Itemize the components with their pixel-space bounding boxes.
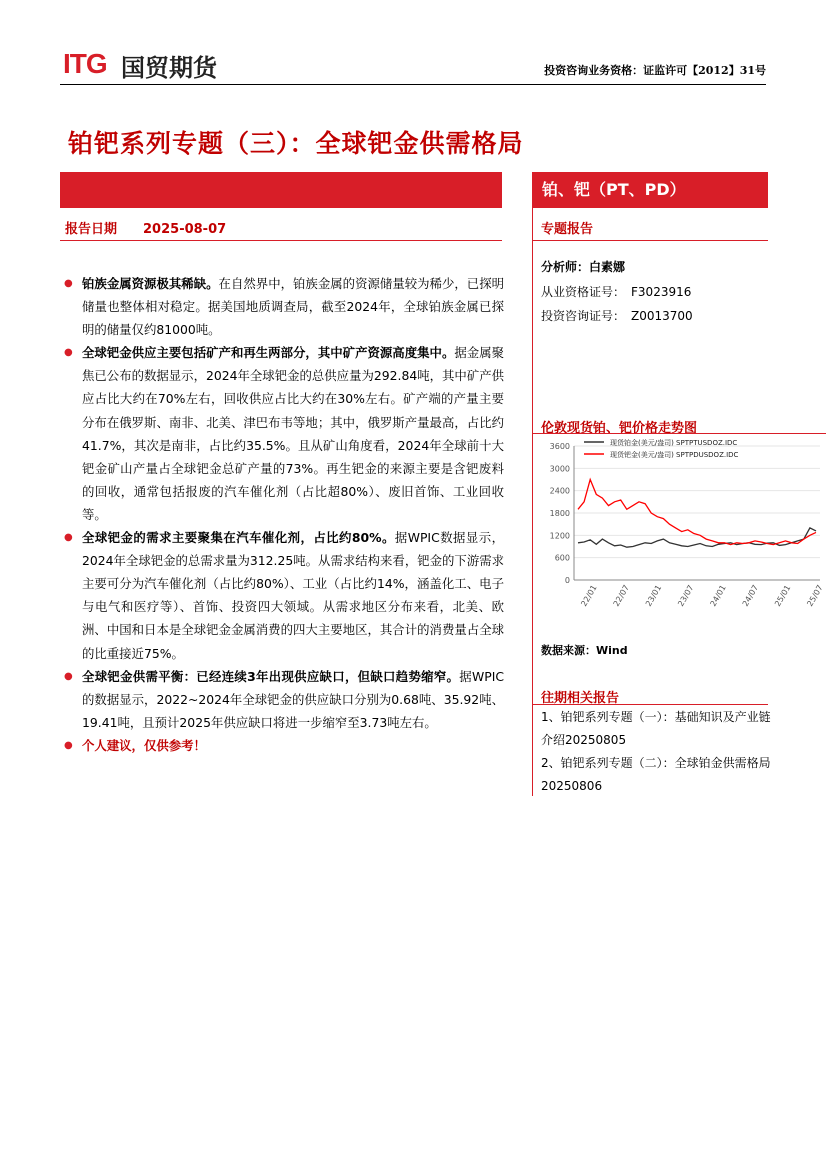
title-bar bbox=[60, 172, 502, 208]
report-date bbox=[65, 218, 226, 237]
logo-itg: ITG bbox=[63, 48, 107, 79]
related-report-item[interactable]: 2、铂钯系列专题（二）：全球铂金供需格局20250806 bbox=[541, 756, 771, 793]
y-tick-label: 1800 bbox=[549, 509, 570, 518]
cert-label: 从业资格证号： bbox=[541, 285, 626, 299]
sidebar-divider bbox=[532, 172, 533, 796]
date-label: 报告日期 bbox=[65, 222, 118, 237]
x-tick-label: 22/07 bbox=[611, 583, 631, 608]
chart-title: 伦敦现货铂、钯价格走势图 bbox=[541, 421, 698, 436]
related-report-item[interactable]: 1、铂钯系列专题（一）：基础知识及产业链介绍20250805 bbox=[541, 710, 771, 747]
paragraph-heading: 全球钯金供需平衡：已经连续3年出现供应缺口，但缺口趋势缩窄。 bbox=[82, 668, 460, 684]
paragraph-2 bbox=[64, 341, 504, 526]
paragraph-3 bbox=[64, 526, 504, 665]
cert-value: F3023916 bbox=[631, 285, 692, 299]
report-type: 专题报告 bbox=[541, 222, 594, 237]
related-divider bbox=[532, 704, 768, 705]
consult-number bbox=[541, 307, 693, 324]
y-tick-label: 3600 bbox=[549, 442, 570, 451]
header-divider bbox=[60, 84, 766, 85]
x-tick-label: 25/07 bbox=[805, 583, 825, 608]
legend-label: 现货铂金(美元/盎司) SPTPTUSDOZ.IDC bbox=[610, 439, 738, 447]
type-divider bbox=[532, 240, 768, 241]
paragraph-heading: 全球钯金的需求主要聚集在汽车催化剂，占比约80%。 bbox=[82, 530, 395, 546]
paragraph-text: 据WPIC的数据显示，2022~2024年全球钯金的供应缺口分别为0.68吨、35.92吨、19.41吨，且预计2025年供应缺口将进一步缩窄至3.73吨左右。 bbox=[82, 668, 504, 730]
advice-note: ● 个人建议，仅供参考！ bbox=[64, 734, 504, 757]
legend-label: 现货钯金(美元/盎司) SPTPDUSDOZ.IDC bbox=[610, 451, 739, 459]
y-tick-label: 0 bbox=[564, 576, 570, 585]
date-value: 2025-08-07 bbox=[143, 222, 227, 237]
related-title: 往期相关报告 bbox=[541, 691, 620, 706]
x-tick-label: 23/01 bbox=[643, 583, 664, 608]
paragraph-1 bbox=[64, 272, 504, 341]
price-chart bbox=[540, 432, 826, 628]
report-title: 铂钯系列专题（三）：全球钯金供需格局 bbox=[68, 129, 524, 158]
license-text: 投资咨询业务资格：证监许可【2012】31号 bbox=[544, 64, 766, 77]
analyst-name: 分析师：白素娜 bbox=[541, 260, 626, 274]
related-reports bbox=[541, 706, 771, 798]
x-tick-label: 22/01 bbox=[579, 583, 599, 608]
paragraph-heading: 铂族金属资源极其稀缺。 bbox=[82, 276, 219, 291]
consult-label: 投资咨询证号： bbox=[541, 309, 626, 323]
x-tick-label: 25/01 bbox=[773, 583, 793, 608]
paragraph-text: 在自然界中，铂族金属的资源储量较为稀少，已探明储量也整体相对稳定。据美国地质调查局，截至2024年，全球铂族金属已探明的储量仅约81000吨。 bbox=[82, 276, 505, 338]
y-tick-label: 1200 bbox=[549, 531, 570, 541]
y-tick-label: 600 bbox=[554, 553, 570, 563]
sector-bar: 铂、钯（PT、PD） bbox=[532, 172, 768, 208]
logo-company-name: 国贸期货 bbox=[121, 54, 217, 82]
date-divider bbox=[60, 240, 502, 241]
chart-svg bbox=[540, 432, 826, 628]
consult-value: Z0013700 bbox=[631, 309, 693, 323]
x-tick-label: 24/07 bbox=[740, 583, 761, 608]
paragraph-text: 据金属聚焦已公布的数据显示，2024年全球钯金的总供应量为292.84吨，其中矿产供应占比大约在70%左右，回收供应占比大约在30%左右。矿产端的产量主要分布在俄罗斯、南非、北美、津巴布韦等地；其中，俄罗斯产量最高，占比约41.7%，其次是南非，占比约35.5%。且从矿山角度看，2024年全球前十大钯金矿山产量占全球钯金总矿产量的73%。再生钯金的来源主要是含钯废料的回收，通常包括报废的汽车催化剂（占比超80%）、废旧首饰、工业回收等。 bbox=[82, 345, 505, 522]
x-tick-label: 24/01 bbox=[708, 583, 728, 608]
y-tick-label: 2400 bbox=[549, 486, 570, 496]
cert-number bbox=[541, 283, 691, 300]
paragraph-4 bbox=[64, 665, 504, 734]
series-line-platinum bbox=[578, 528, 816, 547]
paragraph-heading: 全球钯金供应主要包括矿产和再生两部分，其中矿产资源高度集中。 bbox=[82, 345, 455, 361]
chart-source: 数据来源：Wind bbox=[541, 644, 628, 657]
x-tick-label: 23/07 bbox=[676, 583, 696, 608]
report-body bbox=[64, 272, 504, 757]
y-tick-label: 3000 bbox=[549, 464, 570, 474]
paragraph-text: 据WPIC数据显示，2024年全球钯金的总需求量为312.25吨。从需求结构来看，钯金的下游需求主要可分为汽车催化剂（占比约80%）、工业（占比约14%，涵盖化工、电子与电气和医疗等）、首饰、投资四大领域。从需求地区分布来看，北美、欧洲、中国和日本是全球钯金金属消费的四大主要地区，其合计的消费量占全球的比重接近75%。 bbox=[82, 530, 504, 661]
